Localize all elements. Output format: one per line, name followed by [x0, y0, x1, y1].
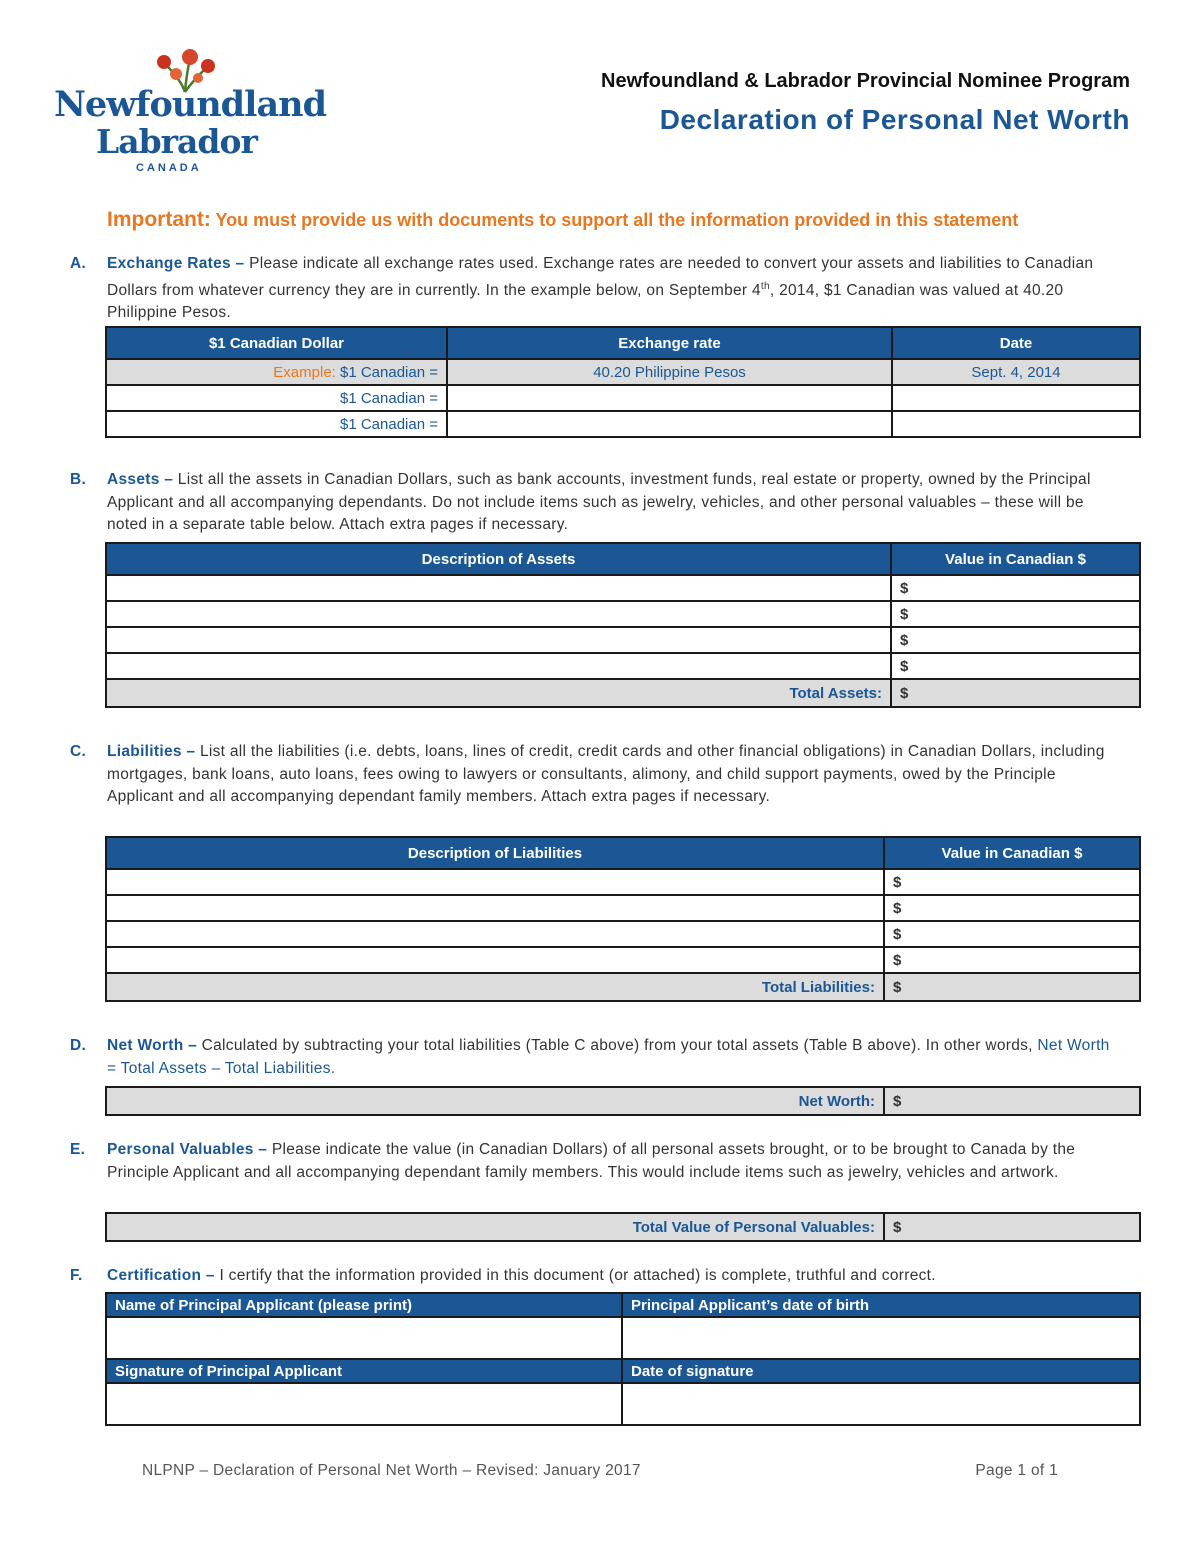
total-liabilities-label: Total Liabilities:: [106, 973, 884, 1001]
date-field[interactable]: [892, 385, 1140, 411]
section-a-sup: th: [760, 280, 770, 292]
important-label: Important:: [107, 208, 211, 231]
certification-table: [105, 1292, 1141, 1426]
date-field[interactable]: [892, 411, 1140, 437]
section-c-text: List all the liabilities (i.e. debts, loans, lines of credit, credit cards and other financial obligations) in Canadian Dollars, including mortgages, bank loans, auto loans, fees owing to lawyers or consultants, alimony, and child support payments, owed by the Principle Applicant and all accompanying dependant family members. Attach extra pages if necessary.: [107, 743, 1105, 805]
logo-line2: Labrador: [96, 122, 257, 161]
net-worth-field[interactable]: $: [884, 1087, 1140, 1115]
col-value-assets: Value in Canadian $: [891, 543, 1140, 575]
liability-description-field[interactable]: [106, 869, 884, 895]
total-row: [106, 973, 1140, 1001]
logo: [52, 48, 327, 178]
important-text: You must provide us with documents to support all the information provided in this statement: [215, 210, 1019, 230]
table-row: [106, 575, 1140, 601]
asset-description-field[interactable]: [106, 601, 891, 627]
dob-label: Principal Applicant’s date of birth: [622, 1293, 1140, 1317]
section-e: [70, 1139, 1120, 1184]
table-row: [106, 653, 1140, 679]
section-a-text1: Please indicate all exchange rates used. Exchange rates are needed to convert your assets and liabilities to Canadian Dollars from whatever currency they are in currently. In the example below, on September 4: [107, 255, 1094, 299]
section-a-heading: Exchange Rates –: [107, 255, 245, 272]
name-field[interactable]: [106, 1317, 622, 1359]
signature-field[interactable]: [106, 1383, 622, 1425]
asset-value-field[interactable]: $: [891, 627, 1140, 653]
logo-country: CANADA: [136, 162, 202, 174]
total-assets-label: Total Assets:: [106, 679, 891, 707]
valuables-field[interactable]: $: [884, 1213, 1140, 1241]
section-c: [70, 741, 1120, 809]
name-label: Name of Principal Applicant (please print): [106, 1293, 622, 1317]
exchange-rate-table: [105, 326, 1141, 438]
liability-value-field[interactable]: $: [884, 895, 1140, 921]
liability-description-field[interactable]: [106, 947, 884, 973]
example-value: $1 Canadian =: [340, 363, 438, 381]
table-row: [106, 1317, 1140, 1359]
total-row: [106, 1213, 1140, 1241]
section-b-heading: Assets –: [107, 471, 174, 488]
asset-value-field[interactable]: $: [891, 575, 1140, 601]
liability-value-field[interactable]: $: [884, 947, 1140, 973]
footer-page-number: Page 1 of 1: [975, 1462, 1058, 1479]
asset-value-field[interactable]: $: [891, 601, 1140, 627]
table-row: [106, 411, 1140, 437]
example-label: Example:: [273, 363, 336, 381]
liability-value-field[interactable]: $: [884, 921, 1140, 947]
col-canadian-dollar: $1 Canadian Dollar: [106, 327, 447, 359]
signature-date-label: Date of signature: [622, 1359, 1140, 1383]
valuables-label: Total Value of Personal Valuables:: [106, 1213, 884, 1241]
section-e-heading: Personal Valuables –: [107, 1141, 268, 1158]
total-assets-field[interactable]: $: [891, 679, 1140, 707]
col-exchange-rate: Exchange rate: [447, 327, 892, 359]
example-date: Sept. 4, 2014: [892, 359, 1140, 385]
section-f: [70, 1265, 1120, 1288]
liabilities-table: [105, 836, 1141, 1002]
exchange-rate-field[interactable]: [447, 411, 892, 437]
section-b-letter: B.: [70, 471, 87, 488]
section-d: [70, 1035, 1120, 1080]
net-worth-label: Net Worth:: [106, 1087, 884, 1115]
col-description-assets: Description of Assets: [106, 543, 891, 575]
table-row: [106, 385, 1140, 411]
net-worth-formula: Net Worth = Total Assets – Total Liabilities.: [107, 1037, 1110, 1077]
total-liabilities-field[interactable]: $: [884, 973, 1140, 1001]
section-a: [70, 253, 1120, 325]
row-label: $1 Canadian =: [106, 385, 447, 411]
valuables-table: [105, 1212, 1141, 1242]
table-row: [106, 1383, 1140, 1425]
section-f-heading: Certification –: [107, 1267, 215, 1284]
col-description-liabilities: Description of Liabilities: [106, 837, 884, 869]
liability-description-field[interactable]: [106, 895, 884, 921]
section-c-letter: C.: [70, 743, 87, 760]
section-d-heading: Net Worth –: [107, 1037, 197, 1054]
table-row: [106, 627, 1140, 653]
table-row: [106, 895, 1140, 921]
example-label-cell: [106, 359, 447, 385]
example-rate: 40.20 Philippine Pesos: [447, 359, 892, 385]
liability-value-field[interactable]: $: [884, 869, 1140, 895]
section-c-heading: Liabilities –: [107, 743, 196, 760]
footer-left: NLPNP – Declaration of Personal Net Worth – Revised: January 2017: [142, 1462, 641, 1479]
program-name: Newfoundland & Labrador Provincial Nominee Program: [601, 70, 1130, 92]
section-a-text2: , 2014, $1 Canadian was valued at 40.20 Philippine Pesos.: [107, 281, 1064, 322]
signature-label: Signature of Principal Applicant: [106, 1359, 622, 1383]
signature-date-field[interactable]: [622, 1383, 1140, 1425]
section-b-text: List all the assets in Canadian Dollars, such as bank accounts, investment funds, real estate or property, owned by the Principal Applicant and all accompanying dependants. Do not include items such as jewelry, vehicles, and other personal valuables – these will be noted in a separate table below. Attach extra pages if necessary.: [107, 471, 1091, 533]
logo-line1: Newfoundland: [54, 84, 327, 125]
asset-description-field[interactable]: [106, 653, 891, 679]
section-f-text: I certify that the information provided in this document (or attached) is complete, truthful and correct.: [219, 1267, 936, 1284]
section-e-letter: E.: [70, 1141, 86, 1158]
section-e-text: Please indicate the value (in Canadian Dollars) of all personal assets brought, or to be brought to Canada by the Principle Applicant and all accompanying dependant family members. This would include items such as jewelry, vehicles and artwork.: [107, 1141, 1076, 1181]
exchange-rate-field[interactable]: [447, 385, 892, 411]
section-a-letter: A.: [70, 255, 87, 272]
total-row: [106, 1087, 1140, 1115]
total-row: [106, 679, 1140, 707]
section-b: [70, 469, 1120, 537]
table-row: [106, 359, 1140, 385]
col-value-liabilities: Value in Canadian $: [884, 837, 1140, 869]
col-date: Date: [892, 327, 1140, 359]
table-row: [106, 921, 1140, 947]
dob-field[interactable]: [622, 1317, 1140, 1359]
asset-value-field[interactable]: $: [891, 653, 1140, 679]
liability-description-field[interactable]: [106, 921, 884, 947]
asset-description-field[interactable]: [106, 627, 891, 653]
asset-description-field[interactable]: [106, 575, 891, 601]
section-f-letter: F.: [70, 1267, 83, 1284]
table-row: [106, 601, 1140, 627]
section-d-text: Calculated by subtracting your total liabilities (Table C above) from your total assets (Table B above). In other words,: [201, 1037, 1033, 1054]
net-worth-table: [105, 1086, 1141, 1116]
section-d-letter: D.: [70, 1037, 87, 1054]
important-notice: [107, 208, 1018, 232]
table-row: [106, 869, 1140, 895]
assets-table: [105, 542, 1141, 708]
table-row: [106, 947, 1140, 973]
row-label: $1 Canadian =: [106, 411, 447, 437]
page-title: Declaration of Personal Net Worth: [659, 104, 1130, 135]
